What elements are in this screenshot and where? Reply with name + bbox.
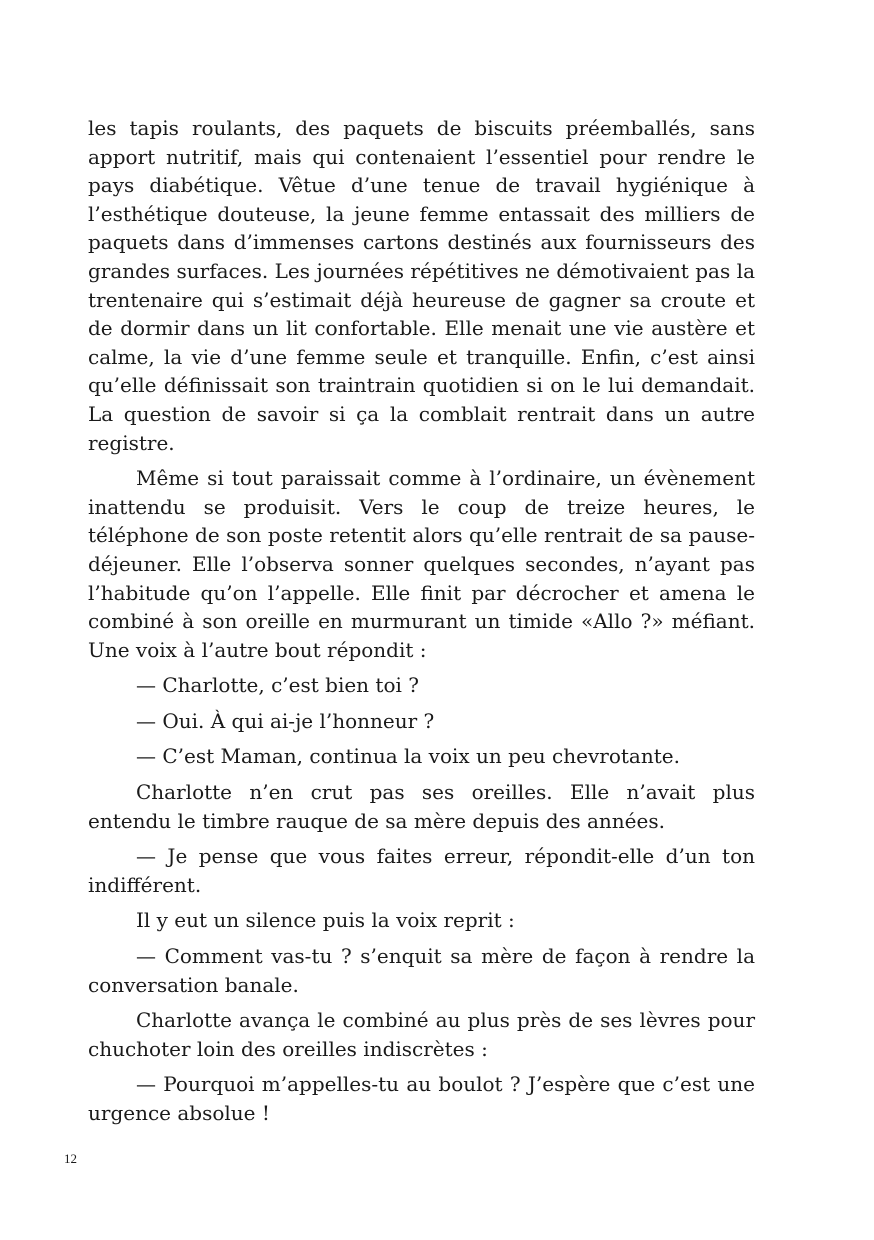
dialogue-line: — Pourquoi m’appelles-tu au boulot ? J’espère que c’est une urgence absolue ! <box>88 1072 755 1125</box>
dialogue-line: — Oui. À qui ai-je l’honneur ? <box>136 708 435 733</box>
paragraph: les tapis roulants, des paquets de biscuits préemballés, sans apport nutritif, mais qui contenaient l’essentiel pour rendre le pays diabétique. Vêtue d’une tenue de travail hygiénique à l’esthétique douteuse, la jeune femme entassait des milliers de paquets dans d’immenses cartons destinés aux fournisseurs des grandes surfaces. Les journées répétitives ne démotivaient pas la trentenaire qui s’estimait déjà heureuse de gagner sa croute et de dormir dans un lit confortable. Elle menait une vie austère et calme, la vie d’une femme seule et tranquille. Enfin, c’est ainsi qu’elle définissait son traintrain quotidien si on le lui demandait. La question de savoir si ça la comblait rentrait dans un autre registre. <box>88 116 755 455</box>
paragraph: Charlotte n’en crut pas ses oreilles. Elle n’avait plus entendu le timbre rauque de sa mère depuis des années. <box>88 780 755 833</box>
dialogue-line: — C’est Maman, continua la voix un peu chevrotante. <box>136 744 680 769</box>
body-text <box>88 114 755 1135</box>
dialogue-line: — Je pense que vous faites erreur, répondit-elle d’un ton indifférent. <box>88 844 755 897</box>
dialogue-line: — Charlotte, c’est bien toi ? <box>136 673 419 698</box>
paragraph: Même si tout paraissait comme à l’ordinaire, un évènement inattendu se produisit. Vers le coup de treize heures, le téléphone de son poste retentit alors qu’elle rentrait de sa pause-déjeuner. Elle l’observa sonner quelques secondes, n’ayant pas l’habitude qu’on l’appelle. Elle finit par décrocher et amena le combiné à son oreille en murmurant un timide «Allo ?» méfiant. Une voix à l’autre bout répondit : <box>88 466 755 662</box>
dialogue-line: — Comment vas-tu ? s’enquit sa mère de façon à rendre la conversation banale. <box>88 944 755 997</box>
paragraph: Charlotte avança le combiné au plus près de ses lèvres pour chuchoter loin des oreilles indiscrètes : <box>88 1008 755 1061</box>
paragraph: Il y eut un silence puis la voix reprit : <box>136 908 515 933</box>
page-number: 12 <box>64 1151 77 1166</box>
